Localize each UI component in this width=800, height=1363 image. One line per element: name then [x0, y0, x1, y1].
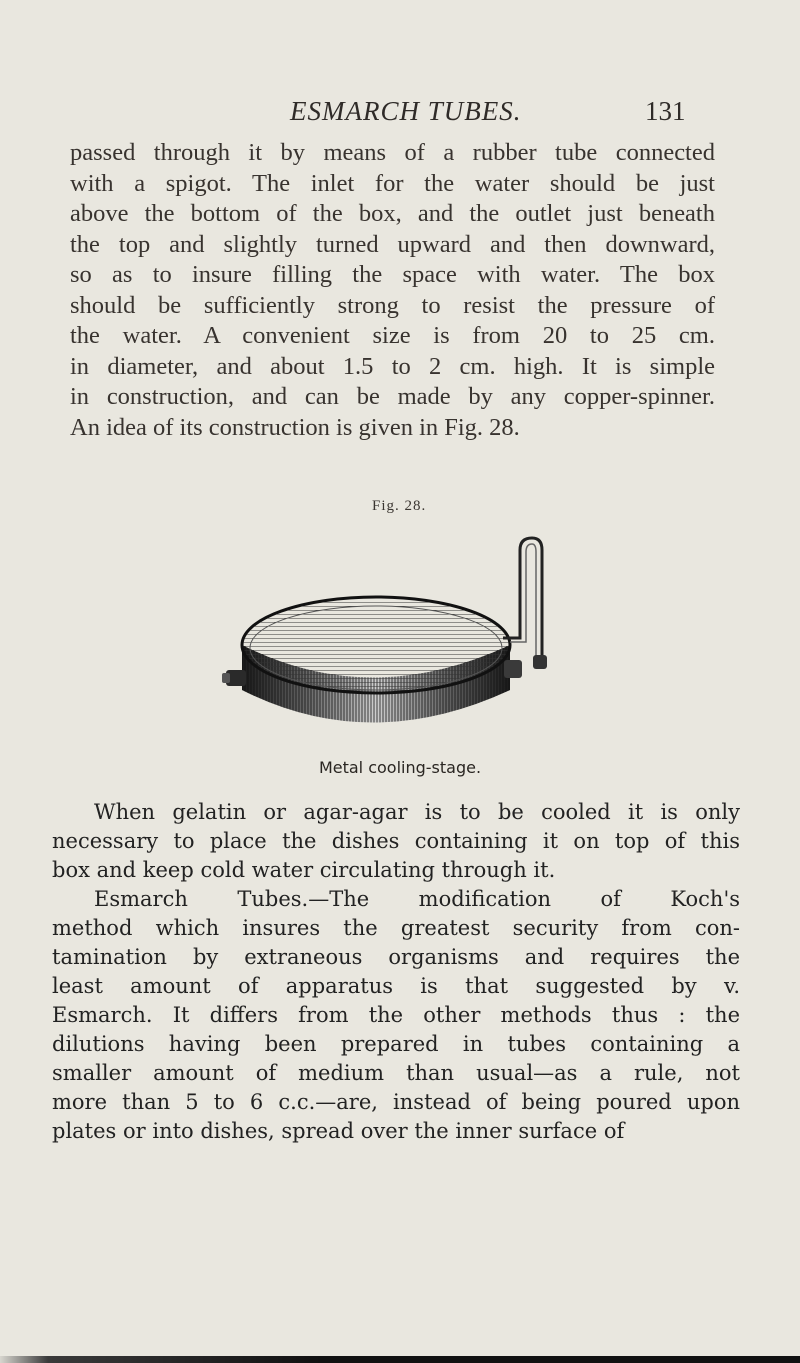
- text-line: so as to insure filling the space with water. The box: [70, 261, 715, 288]
- running-title: ESMARCH TUBES.: [290, 96, 522, 126]
- cooling-stage-drawing: [220, 530, 550, 750]
- scan-edge: [0, 1356, 800, 1363]
- figure-caption: Metal cooling-stage.: [318, 758, 482, 777]
- figure-label: Fig. 28.: [372, 498, 427, 514]
- text-line: should be sufficiently strong to resist the pressure of: [70, 291, 715, 319]
- page-number: 131: [645, 96, 686, 126]
- page-header: [0, 96, 800, 136]
- text-line: box and keep cold water circulating through it.: [52, 858, 556, 882]
- text-line: smaller amount of medium than usual—as a rule, not: [52, 1061, 740, 1085]
- paragraph-2-and-3: [52, 798, 740, 1146]
- text-line: passed through it by means of a rubber tube connected: [70, 139, 715, 166]
- text-line: in construction, and can be made by any copper-spinner.: [70, 383, 715, 410]
- text-line: above the bottom of the box, and the outlet just beneath: [70, 200, 715, 227]
- text-line: tamination by extraneous organisms and requires the: [52, 945, 740, 969]
- text-line: method which insures the greatest security from con-: [52, 916, 740, 940]
- text-line: dilutions having been prepared in tubes containing a: [52, 1032, 740, 1056]
- text-line: more than 5 to 6 c.c.—are, instead of being poured upon: [52, 1090, 740, 1114]
- text-line: least amount of apparatus is that suggested by v.: [52, 974, 740, 998]
- text-line: the top and slightly turned upward and then downward,: [70, 230, 715, 258]
- text-line: in diameter, and about 1.5 to 2 cm. high. It is simple: [70, 352, 715, 380]
- text-line: When gelatin or agar-agar is to be cooled it is only: [94, 800, 740, 824]
- text-line: Esmarch. It differs from the other methods thus : the: [52, 1003, 740, 1027]
- text-line: necessary to place the dishes containing it on top of this: [52, 829, 740, 853]
- text-line: with a spigot. The inlet for the water should be just: [70, 169, 715, 197]
- text-line: Esmarch Tubes.—The modification of Koch's: [94, 887, 740, 911]
- metal-cooling-stage-illustration: [220, 530, 550, 750]
- paragraph-1: [70, 138, 715, 443]
- text-line: An idea of its construction is given in Fig. 28.: [70, 413, 520, 441]
- text-line: plates or into dishes, spread over the inner surface of: [52, 1119, 625, 1143]
- text-line: the water. A convenient size is from 20 to 25 cm.: [70, 322, 715, 349]
